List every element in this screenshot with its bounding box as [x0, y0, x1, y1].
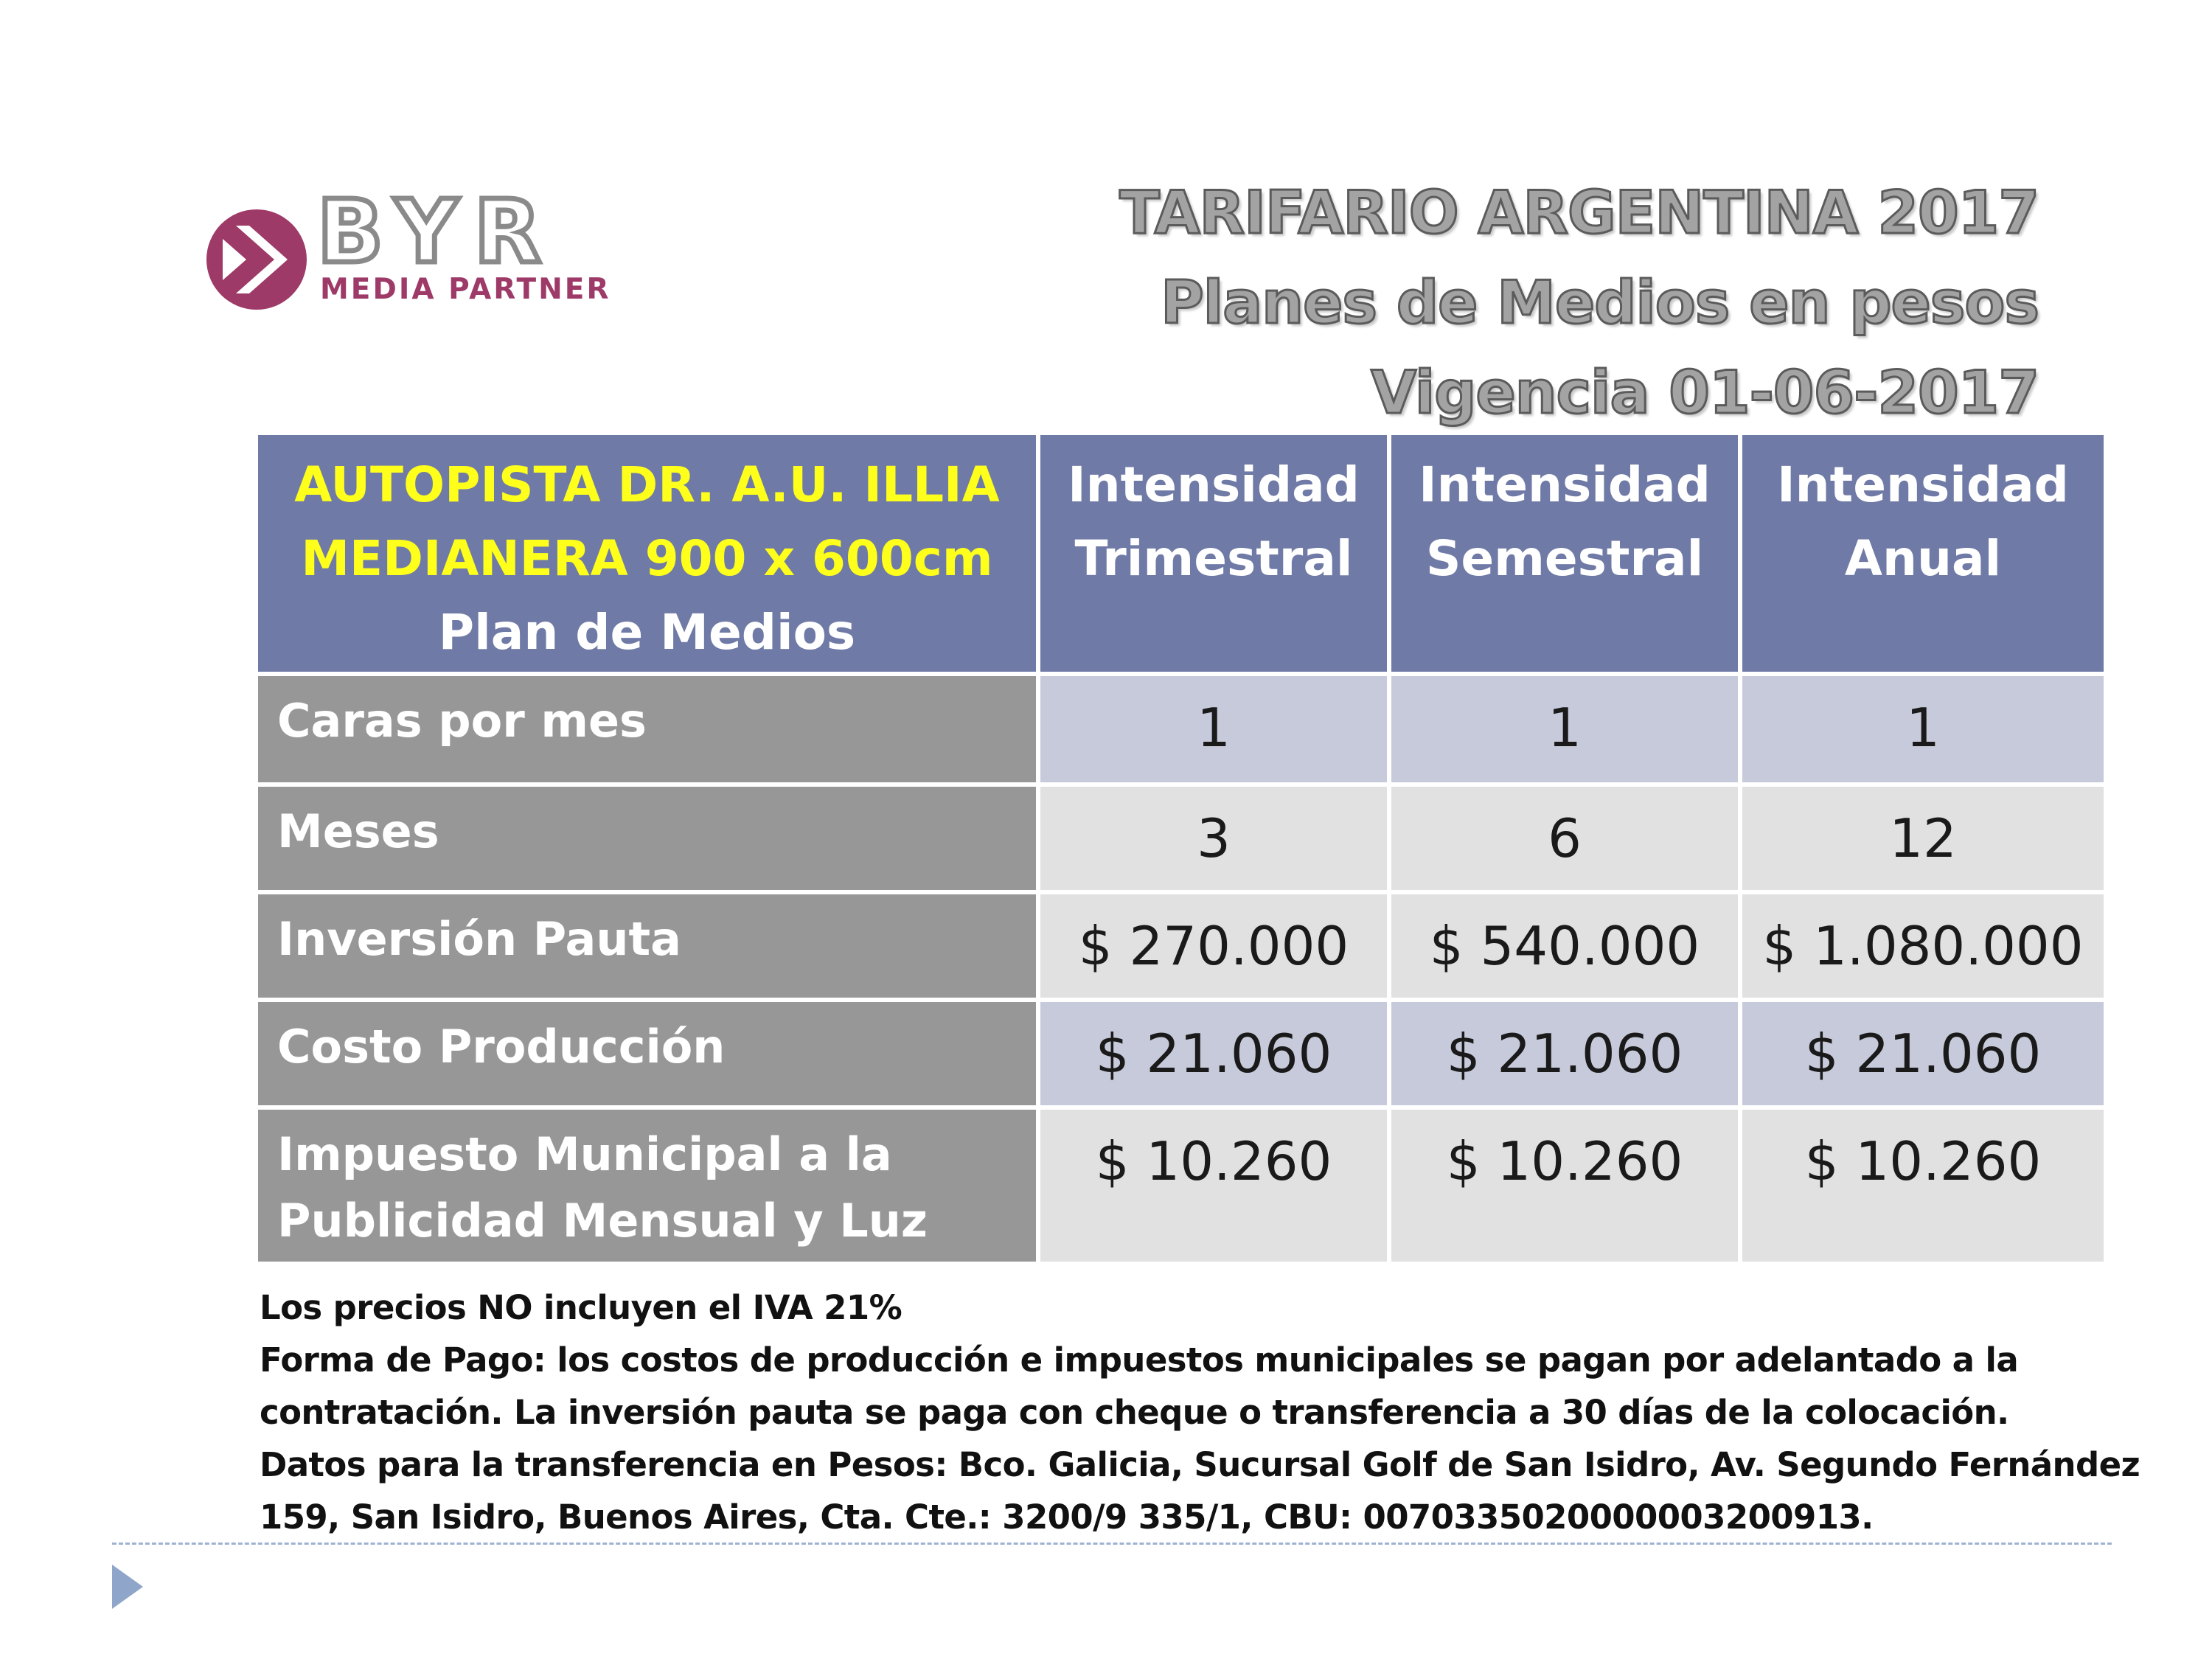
table-cell: $ 10.260: [1038, 1107, 1389, 1264]
note-bank-1: Datos para la transferencia en Pesos: Bco. Galicia, Sucursal Golf de San Isidro, Av. Segundo Fernández: [260, 1445, 2140, 1484]
heading-subtitle: Planes de Medios en pesos: [1161, 268, 2039, 337]
table-cell: $ 21.060: [1740, 1000, 2106, 1107]
column-header-trimestral: [1038, 433, 1389, 674]
payment-notes: [260, 1281, 2140, 1543]
page-heading: [1119, 168, 2039, 438]
table-title-line3: Plan de Medios: [438, 604, 856, 661]
table-cell: 1: [1389, 674, 1740, 785]
table-cell: 3: [1038, 785, 1389, 892]
table-row: [256, 785, 2106, 892]
note-iva: Los precios NO incluyen el IVA 21%: [260, 1288, 902, 1327]
table-cell: $ 270.000: [1038, 892, 1389, 1000]
table-row: [256, 892, 2106, 1000]
logo-brand-text: BYR: [317, 181, 557, 282]
column-header-line1: Intensidad: [1419, 456, 1711, 513]
byr-logo: [206, 181, 649, 324]
logo-arrow-icon: [206, 209, 307, 310]
table-cell: $ 21.060: [1038, 1000, 1389, 1107]
note-payment-1: Forma de Pago: los costos de producción e impuestos municipales se pagan por adelantado a la: [260, 1340, 2019, 1380]
table-row: [256, 1000, 2106, 1107]
tariff-table: [254, 431, 2108, 1266]
column-header-anual: [1740, 433, 2106, 674]
row-label-line2: Publicidad Mensual y Luz: [277, 1194, 928, 1248]
row-label-meses: Meses: [256, 785, 1038, 892]
row-label-impuesto: [256, 1107, 1038, 1264]
table-cell: 12: [1740, 785, 2106, 892]
row-label-caras: Caras por mes: [256, 674, 1038, 785]
column-header-line1: Intensidad: [1068, 456, 1360, 513]
note-bank-2: 159, San Isidro, Buenos Aires, Cta. Cte.: 3200/9 335/1, CBU: 0070335020000003200913.: [260, 1498, 1874, 1537]
column-header-semestral: [1389, 433, 1740, 674]
row-label-inversion: Inversión Pauta: [256, 892, 1038, 1000]
column-header-line1: Intensidad: [1777, 456, 2069, 513]
table-header-row: [256, 433, 2106, 674]
table-title-line1: AUTOPISTA DR. A.U. ILLIA: [294, 456, 1000, 513]
table-row: [256, 1107, 2106, 1264]
table-row: [256, 674, 2106, 785]
table-cell: $ 21.060: [1389, 1000, 1740, 1107]
table-cell: 1: [1740, 674, 2106, 785]
table-cell: 6: [1389, 785, 1740, 892]
column-header-line2: Anual: [1844, 530, 2002, 587]
table-title-line2: MEDIANERA 900 x 600cm: [301, 530, 993, 587]
row-label-costo-produccion: Costo Producción: [256, 1000, 1038, 1107]
column-header-line2: Trimestral: [1074, 530, 1353, 587]
table-cell: $ 540.000: [1389, 892, 1740, 1000]
table-cell: $ 10.260: [1389, 1107, 1740, 1264]
table-cell: $ 1.080.000: [1740, 892, 2106, 1000]
play-triangle-icon: [112, 1565, 143, 1609]
table-cell: $ 10.260: [1740, 1107, 2106, 1264]
heading-validity: Vigencia 01-06-2017: [1371, 358, 2039, 427]
heading-title: TARIFARIO ARGENTINA 2017: [1119, 178, 2039, 247]
table-cell: 1: [1038, 674, 1389, 785]
logo-tagline: MEDIA PARTNER: [320, 273, 611, 306]
table-title-cell: [256, 433, 1038, 674]
note-payment-2: contratación. La inversión pauta se paga con cheque o transferencia a 30 días de la colocación.: [260, 1393, 2009, 1432]
footer-divider: [112, 1543, 2112, 1545]
column-header-line2: Semestral: [1425, 530, 1704, 587]
row-label-line1: Impuesto Municipal a la: [277, 1127, 892, 1181]
